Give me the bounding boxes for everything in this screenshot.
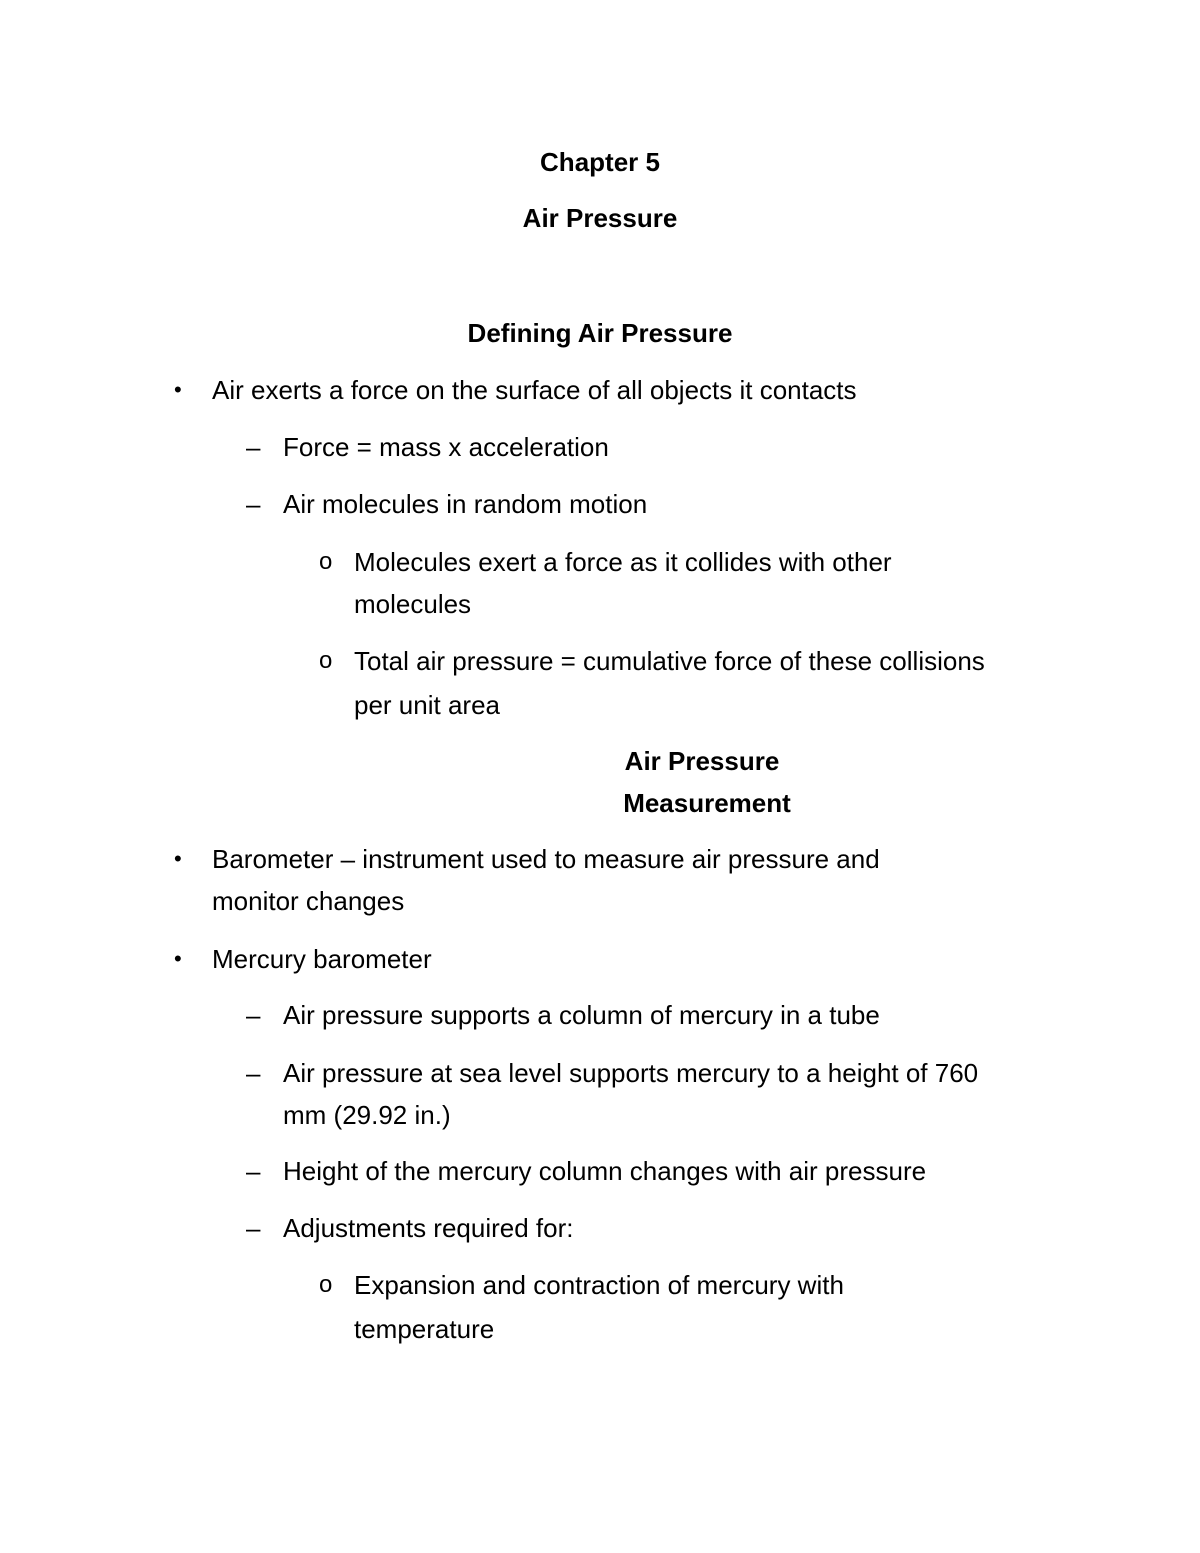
dash-item-text: Force = mass x acceleration	[283, 432, 609, 462]
sub-item-text: Total air pressure = cumulative force of these collisions	[354, 646, 985, 676]
bullet-item-text: Mercury barometer	[212, 944, 432, 974]
dash-marker: –	[246, 1058, 261, 1088]
bullet-item-text: Air exerts a force on the surface of all objects it contacts	[212, 375, 857, 405]
circle-marker: o	[319, 1271, 333, 1298]
dash-marker: –	[246, 1213, 261, 1243]
dash-item-text: Air pressure at sea level supports mercury to a height of 760	[283, 1058, 979, 1088]
dash-marker: –	[246, 432, 261, 462]
bullet-marker: •	[174, 377, 182, 402]
sub-item-text-cont: molecules	[354, 589, 472, 619]
dash-marker: –	[246, 489, 261, 519]
dash-item-text: Air pressure supports a column of mercury in a tube	[283, 1000, 880, 1030]
bullet-item-text: Barometer – instrument used to measure air pressure and	[212, 844, 880, 874]
dash-marker: –	[246, 1000, 261, 1030]
sub-item-text-cont: temperature	[354, 1314, 495, 1344]
page-title: Air Pressure	[522, 203, 678, 233]
bullet-marker: •	[174, 846, 182, 871]
section-heading-measurement-line1: Air Pressure	[624, 746, 780, 776]
sub-item-text: Expansion and contraction of mercury with	[354, 1270, 844, 1300]
dash-item-text: Height of the mercury column changes with air pressure	[283, 1156, 927, 1186]
circle-marker: o	[319, 647, 333, 674]
bullet-item-text-cont: monitor changes	[212, 886, 405, 916]
circle-marker: o	[319, 548, 333, 575]
bullet-marker: •	[174, 946, 182, 971]
dash-item-text-cont: mm (29.92 in.)	[283, 1100, 451, 1130]
dash-item-text: Air molecules in random motion	[283, 489, 648, 519]
section-heading-measurement-line2: Measurement	[623, 788, 791, 818]
dash-item-text: Adjustments required for:	[283, 1213, 574, 1243]
section-heading-defining: Defining Air Pressure	[467, 318, 733, 348]
sub-item-text-cont: per unit area	[354, 690, 500, 720]
dash-marker: –	[246, 1156, 261, 1186]
chapter-heading: Chapter 5	[540, 147, 660, 177]
sub-item-text: Molecules exert a force as it collides with other	[354, 547, 892, 577]
